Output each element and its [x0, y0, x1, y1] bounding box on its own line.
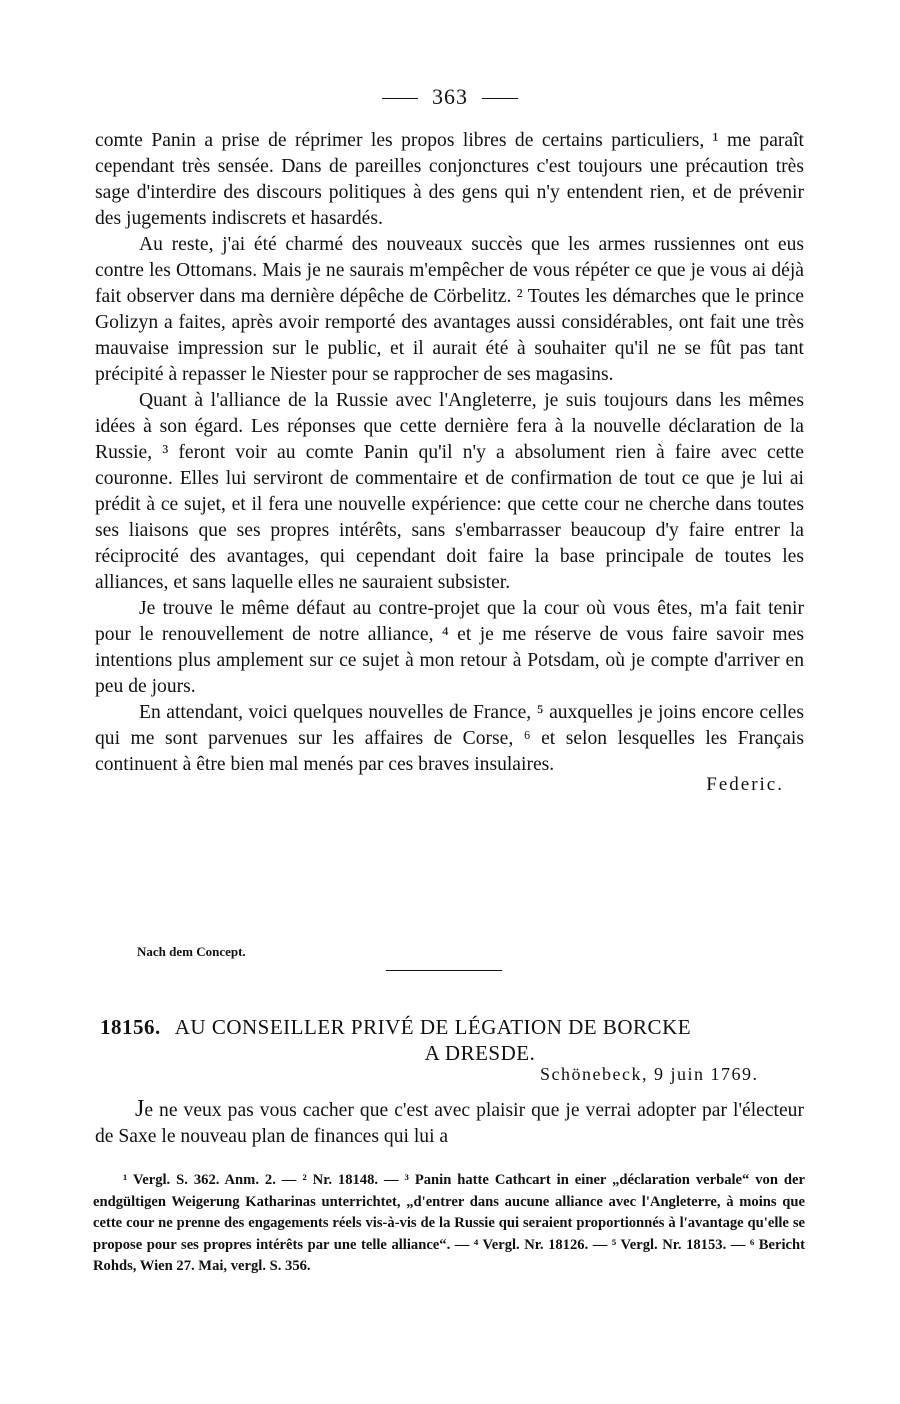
source-note: Nach dem Concept.	[137, 944, 246, 959]
letter-body	[95, 1096, 804, 1150]
paragraph-4: Je trouve le même défaut au contre-projet que la cour où vous êtes, m'a fait tenir pour le renouvellement de notre alliance, ⁴ et je me réserve de vous faire savoir mes intentions plus amplement sur ce sujet à mon retour à Potsdam, où je compte d'arriver en peu de jours.	[95, 598, 804, 697]
document-title-line2: A DRESDE.	[424, 1041, 536, 1065]
document-title-line1: AU CONSEILLER PRIVÉ DE LÉGATION DE BORCKE	[174, 1015, 692, 1039]
document-number: 18156.	[100, 1015, 161, 1039]
letter-opening-paragraph	[95, 1096, 804, 1150]
footnotes-text: ¹ Vergl. S. 362. Anm. 2. — ² Nr. 18148. — ³ Panin hatte Cathcart in einer „déclaration verbale“ von der endgültigen Weigerung Katharinas unterrichtet, „d'entrer dans aucune alliance avec l'Angleterre, à moins que cette cour ne prenne des engagements réels vis-à-vis de la Russie qui seraient proportionnés à l'avantage qu'elle se propose pour ses propres intérêts par une telle alliance“. — ⁴ Vergl. Nr. 18126. — ⁵ Vergl. Nr. 18153. — ⁶ Bericht Rohds, Wien 27. Mai, vergl. S. 356.	[93, 1172, 805, 1274]
header-dash-left	[382, 98, 418, 99]
running-header	[0, 84, 900, 110]
document-heading	[100, 1014, 800, 1066]
signature: Federic.	[706, 774, 784, 795]
paragraph-1: comte Panin a prise de réprimer les propos libres de certains particuliers, ¹ me paraît cependant très sensée. Dans de pareilles conjonctures c'est toujours une précaution très sage d'interdire des discours politiques à des gens qui n'y entendent rien, et de prévenir des jugements indiscrets et hasardés.	[95, 130, 804, 229]
dateline: Schönebeck, 9 juin 1769.	[540, 1064, 759, 1084]
page-number: 363	[432, 84, 468, 109]
letter-continuation	[95, 128, 804, 795]
paragraph-3: Quant à l'alliance de la Russie avec l'Angleterre, je suis toujours dans les mêmes idées à son égard. Les réponses que cette dernière fera à la nouvelle déclaration de la Russie, ³ feront voir au comte Panin qu'il n'y a absolument rien à faire avec cette couronne. Elles lui serviront de commentaire et de confirmation de tout ce que je lui ai prédit à ce sujet, et il fera une nouvelle expérience: que cette cour ne cherche dans toutes ses liaisons que ses propres intérêts, sans s'embarrasser beaucoup d'y faire entrer la réciprocité des avantages, qui cependant doit faire la base principale de toutes les alliances, et sans laquelle elles ne sauraient subsister.	[95, 390, 804, 593]
initial-letter: J	[135, 1096, 145, 1122]
paragraph-5: En attendant, voici quelques nouvelles de France, ⁵ auxquelles je joins encore celles qui me sont parvenues sur les affaires de Corse, ⁶ et selon lesquelles les Français continuent à être bien mal menés par ces braves insulaires.	[95, 702, 804, 775]
footnotes	[93, 1170, 805, 1278]
header-dash-right	[482, 98, 518, 99]
section-divider	[386, 970, 502, 971]
paragraph-2: Au reste, j'ai été charmé des nouveaux succès que les armes russiennes ont eus contre les Ottomans. Mais je ne saurais m'empêcher de vous répéter ce que je vous ai déjà fait observer dans ma dernière dépêche de Cörbelitz. ² Toutes les démarches que le prince Golizyn a faites, après avoir remporté des avantages aussi considérables, ont fait une très mauvaise impression sur le public, et il aurait été à souhaiter qu'il ne se fût pas tant précipité à repasser le Niester pour se rapprocher de ses magasins.	[95, 234, 804, 385]
letter-opening-text: e ne veux pas vous cacher que c'est avec plaisir que je verrai adopter par l'électeur de Saxe le nouveau plan de finances qui lui a	[95, 1100, 804, 1147]
